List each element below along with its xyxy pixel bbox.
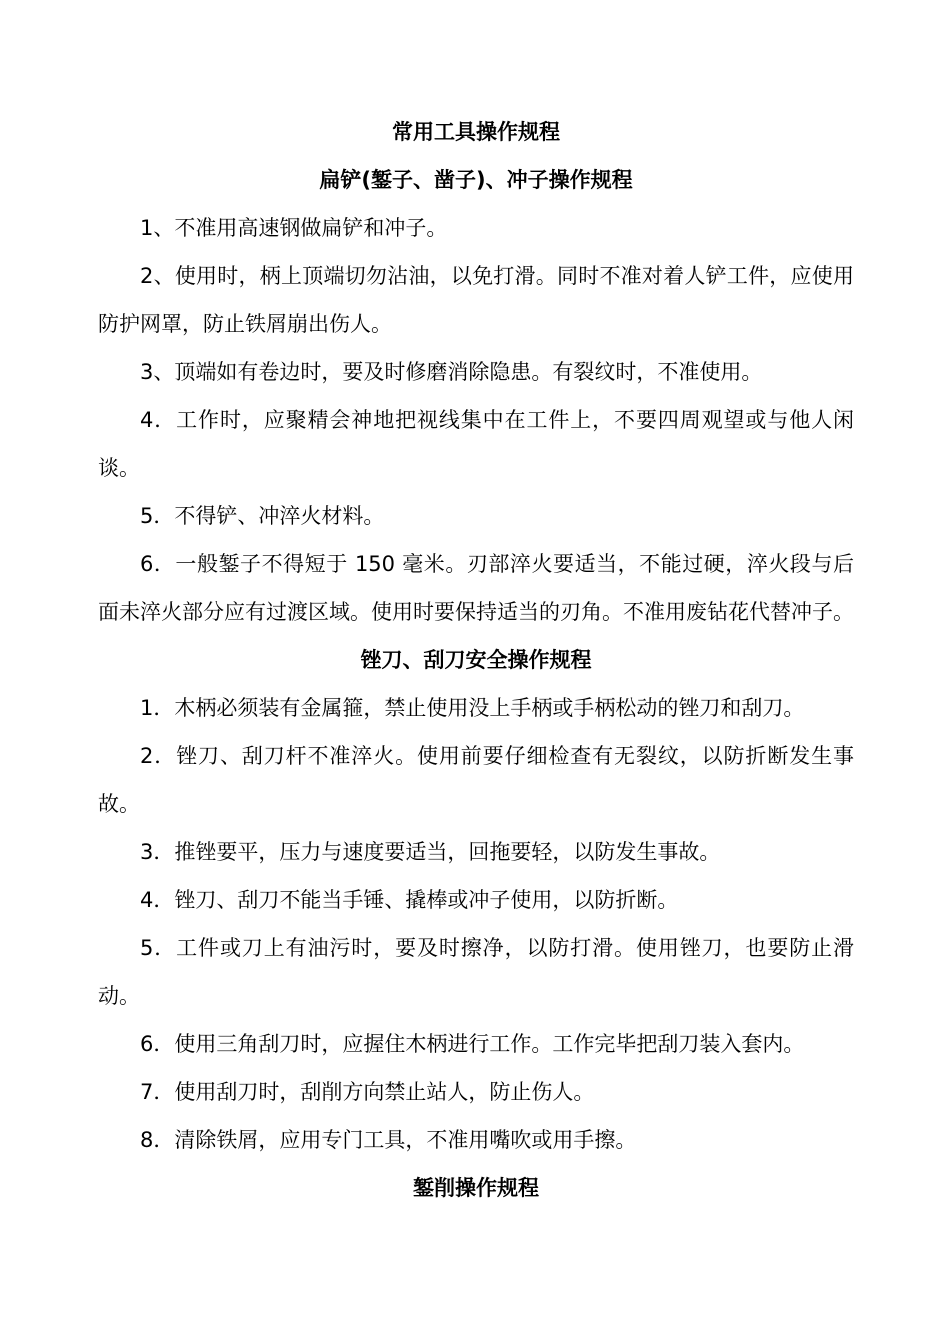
chisel-rule-4: 4．工作时，应聚精会神地把视线集中在工件上，不要四周观望或与他人闲谈。 xyxy=(98,408,854,480)
chisel-rule-5: 5．不得铲、冲淬火材料。 xyxy=(140,504,385,528)
file-rule-4: 4．锉刀、刮刀不能当手锤、撬棒或冲子使用，以防折断。 xyxy=(140,888,679,912)
chisel-rule-3: 3、顶端如有卷边时，要及时修磨消除隐患。有裂纹时，不准使用。 xyxy=(140,360,763,384)
document-title: 常用工具操作规程 xyxy=(392,120,560,144)
section-heading-chiseling: 錾削操作规程 xyxy=(413,1176,539,1200)
section-heading-file-scraper: 锉刀、刮刀安全操作规程 xyxy=(360,648,592,672)
chisel-rule-2: 2、使用时，柄上顶端切勿沾油，以免打滑。同时不准对着人铲工件，应使用防护网罩，防止铁屑崩出伤人。 xyxy=(98,264,854,336)
file-rule-2: 2．锉刀、刮刀杆不准淬火。使用前要仔细检查有无裂纹，以防折断发生事故。 xyxy=(98,744,854,816)
file-rule-7: 7．使用刮刀时，刮削方向禁止站人，防止伤人。 xyxy=(140,1080,595,1104)
chisel-rule-6: 6．一般錾子不得短于 150 毫米。刃部淬火要适当，不能过硬，淬火段与后面未淬火部分应有过渡区域。使用时要保持适当的刃角。不准用废钻花代替冲子。 xyxy=(98,552,854,624)
file-rule-3: 3．推锉要平，压力与速度要适当，回拖要轻，以防发生事故。 xyxy=(140,840,721,864)
file-rule-1: 1．木柄必须装有金属箍，禁止使用没上手柄或手柄松动的锉刀和刮刀。 xyxy=(140,696,805,720)
document-page xyxy=(98,108,854,1212)
file-rule-6: 6．使用三角刮刀时，应握住木柄进行工作。工作完毕把刮刀装入套内。 xyxy=(140,1032,805,1056)
file-rule-8: 8．清除铁屑，应用专门工具，不准用嘴吹或用手擦。 xyxy=(140,1128,637,1152)
chisel-rule-1: 1、不准用高速钢做扁铲和冲子。 xyxy=(140,216,448,240)
section-heading-chisel-punch: 扁铲(錾子、凿子)、冲子操作规程 xyxy=(319,168,633,192)
file-rule-5: 5．工件或刀上有油污时，要及时擦净，以防打滑。使用锉刀，也要防止滑动。 xyxy=(98,936,854,1008)
